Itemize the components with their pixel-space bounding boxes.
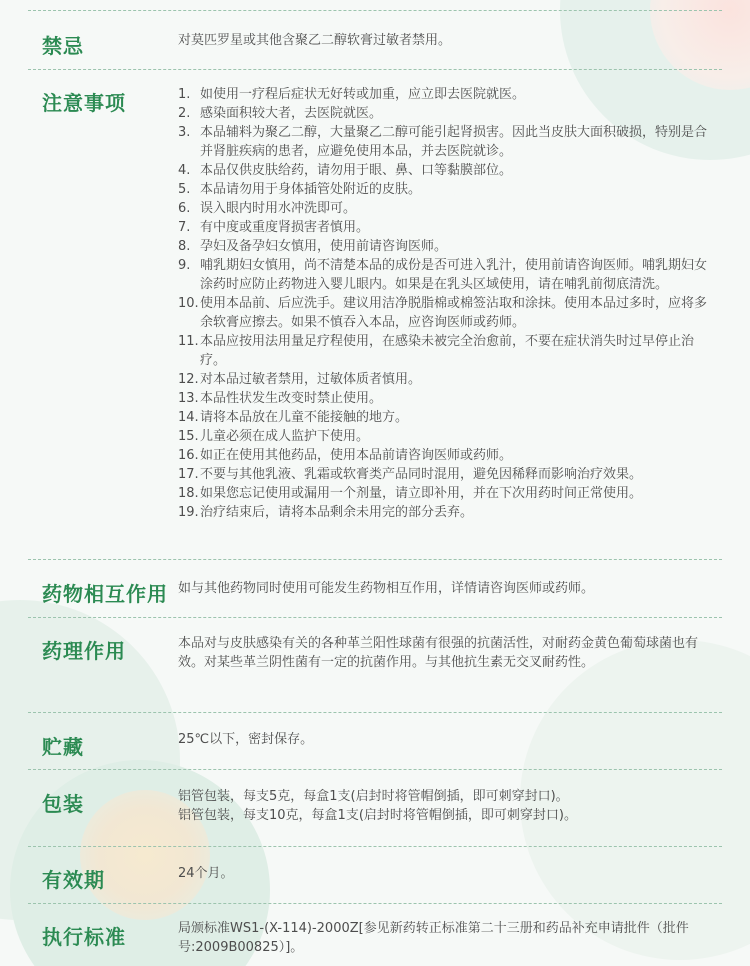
precaution-text: 如果您忘记使用或漏用一个剂量，请立即补用，并在下次用药时间正常使用。 bbox=[200, 486, 643, 501]
precaution-text: 本品仅供皮肤给药，请勿用于眼、鼻、口等黏膜部位。 bbox=[200, 163, 513, 178]
precaution-text: 本品性状发生改变时禁止使用。 bbox=[200, 391, 383, 406]
packaging-line: 铝管包装，每支5克，每盒1支(启封时将管帽倒插，即可刺穿封口)。 bbox=[178, 789, 569, 804]
precaution-text: 有中度或重度肾损害者慎用。 bbox=[200, 220, 370, 235]
section-divider bbox=[28, 769, 722, 770]
precaution-text: 哺乳期妇女慎用，尚不清楚本品的成份是否可进入乳汁，使用前请咨询医师。哺乳期妇女涂药时应防止药物进入婴儿眼内。如果是在乳头区域使用，请在哺乳前彻底清洗。 bbox=[200, 258, 708, 292]
precaution-number: 16. bbox=[178, 448, 199, 463]
precaution-text: 对本品过敏者禁用，过敏体质者慎用。 bbox=[200, 372, 422, 387]
precaution-item bbox=[178, 294, 713, 332]
precaution-number: 5. bbox=[178, 182, 191, 197]
precaution-text: 误入眼内时用水冲洗即可。 bbox=[200, 201, 357, 216]
precaution-item bbox=[178, 427, 713, 446]
precaution-number: 7. bbox=[178, 220, 191, 235]
storage-text: 25℃以下，密封保存。 bbox=[178, 732, 314, 747]
precaution-number: 15. bbox=[178, 429, 199, 444]
precaution-item bbox=[178, 180, 713, 199]
precaution-number: 13. bbox=[178, 391, 199, 406]
precaution-item bbox=[178, 389, 713, 408]
precaution-item bbox=[178, 237, 713, 256]
precaution-item bbox=[178, 104, 713, 123]
precaution-item bbox=[178, 218, 713, 237]
precaution-text: 孕妇及备孕妇女慎用，使用前请咨询医师。 bbox=[200, 239, 448, 254]
section-divider bbox=[28, 903, 722, 904]
precaution-number: 1. bbox=[178, 87, 191, 102]
validity-title: 有效期 bbox=[42, 868, 105, 892]
section-divider bbox=[28, 10, 722, 11]
section-divider bbox=[28, 712, 722, 713]
validity-text: 24个月。 bbox=[178, 866, 234, 881]
precaution-item bbox=[178, 85, 713, 104]
pharmacology-title: 药理作用 bbox=[42, 639, 126, 663]
precaution-number: 17. bbox=[178, 467, 199, 482]
packaging-line: 铝管包装，每支10克，每盒1支(启封时将管帽倒插，即可刺穿封口)。 bbox=[178, 808, 577, 823]
precaution-text: 本品辅料为聚乙二醇，大量聚乙二醇可能引起肾损害。因此当皮肤大面积破损，特别是合并肾脏疾病的患者，应避免使用本品，并去医院就诊。 bbox=[200, 125, 708, 159]
precaution-number: 3. bbox=[178, 125, 191, 140]
interactions-text: 如与其他药物同时使用可能发生药物相互作用，详情请咨询医师或药师。 bbox=[178, 581, 595, 596]
packaging-title: 包装 bbox=[42, 792, 84, 816]
section-divider bbox=[28, 559, 722, 560]
precaution-number: 9. bbox=[178, 258, 191, 273]
precaution-number: 2. bbox=[178, 106, 191, 121]
precaution-item bbox=[178, 199, 713, 218]
precaution-item bbox=[178, 503, 713, 522]
precaution-number: 14. bbox=[178, 410, 199, 425]
standard-text: 局颁标准WS1-(X-114)-2000Z[参见新药转正标准第二十三册和药品补充申请批件（批件号:2009B00825）]。 bbox=[178, 921, 689, 955]
precaution-number: 10. bbox=[178, 296, 199, 311]
precaution-text: 请将本品放在儿童不能接触的地方。 bbox=[200, 410, 409, 425]
pharmacology-text: 本品对与皮肤感染有关的各种革兰阳性球菌有很强的抗菌活性，对耐药金黄色葡萄球菌也有效。对某些革兰阴性菌有一定的抗菌作用。与其他抗生素无交叉耐药性。 bbox=[178, 636, 699, 670]
contraindications-text: 对莫匹罗星或其他含聚乙二醇软膏过敏者禁用。 bbox=[178, 33, 452, 48]
precaution-text: 治疗结束后，请将本品剩余未用完的部分丢弃。 bbox=[200, 505, 474, 520]
precaution-number: 4. bbox=[178, 163, 191, 178]
precaution-text: 儿童必须在成人监护下使用。 bbox=[200, 429, 370, 444]
precaution-item bbox=[178, 123, 713, 161]
section-divider bbox=[28, 617, 722, 618]
precaution-text: 感染面积较大者，去医院就医。 bbox=[200, 106, 383, 121]
precaution-item bbox=[178, 446, 713, 465]
precaution-item bbox=[178, 332, 713, 370]
precaution-item bbox=[178, 256, 713, 294]
section-divider bbox=[28, 846, 722, 847]
storage-title: 贮藏 bbox=[42, 735, 84, 759]
precautions-list bbox=[178, 85, 713, 522]
packaging-text bbox=[178, 787, 718, 825]
standard-title: 执行标准 bbox=[42, 925, 126, 949]
precaution-text: 使用本品前、后应洗手。建议用洁净脱脂棉或棉签沾取和涂抹。使用本品过多时，应将多余软膏应擦去。如果不慎吞入本品，应咨询医师或药师。 bbox=[200, 296, 708, 330]
precaution-number: 11. bbox=[178, 334, 199, 349]
section-divider bbox=[28, 69, 722, 70]
precaution-number: 6. bbox=[178, 201, 191, 216]
precaution-text: 如使用一疗程后症状无好转或加重，应立即去医院就医。 bbox=[200, 87, 526, 102]
precaution-text: 本品请勿用于身体插管处附近的皮肤。 bbox=[200, 182, 422, 197]
precaution-number: 18. bbox=[178, 486, 199, 501]
interactions-title: 药物相互作用 bbox=[42, 582, 168, 606]
precaution-text: 本品应按用法用量足疗程使用，在感染未被完全治愈前，不要在症状消失时过早停止治疗。 bbox=[200, 334, 695, 368]
precautions-list-container bbox=[178, 85, 713, 522]
precaution-text: 不要与其他乳液、乳霜或软膏类产品同时混用，避免因稀释而影响治疗效果。 bbox=[200, 467, 643, 482]
precaution-item bbox=[178, 408, 713, 427]
precaution-item bbox=[178, 161, 713, 180]
precaution-text: 如正在使用其他药品，使用本品前请咨询医师或药师。 bbox=[200, 448, 513, 463]
precaution-number: 12. bbox=[178, 372, 199, 387]
precautions-title: 注意事项 bbox=[42, 91, 126, 115]
precaution-number: 19. bbox=[178, 505, 199, 520]
precaution-item bbox=[178, 370, 713, 389]
contraindications-title: 禁忌 bbox=[42, 34, 84, 58]
precaution-item bbox=[178, 484, 713, 503]
precaution-item bbox=[178, 465, 713, 484]
precaution-number: 8. bbox=[178, 239, 191, 254]
